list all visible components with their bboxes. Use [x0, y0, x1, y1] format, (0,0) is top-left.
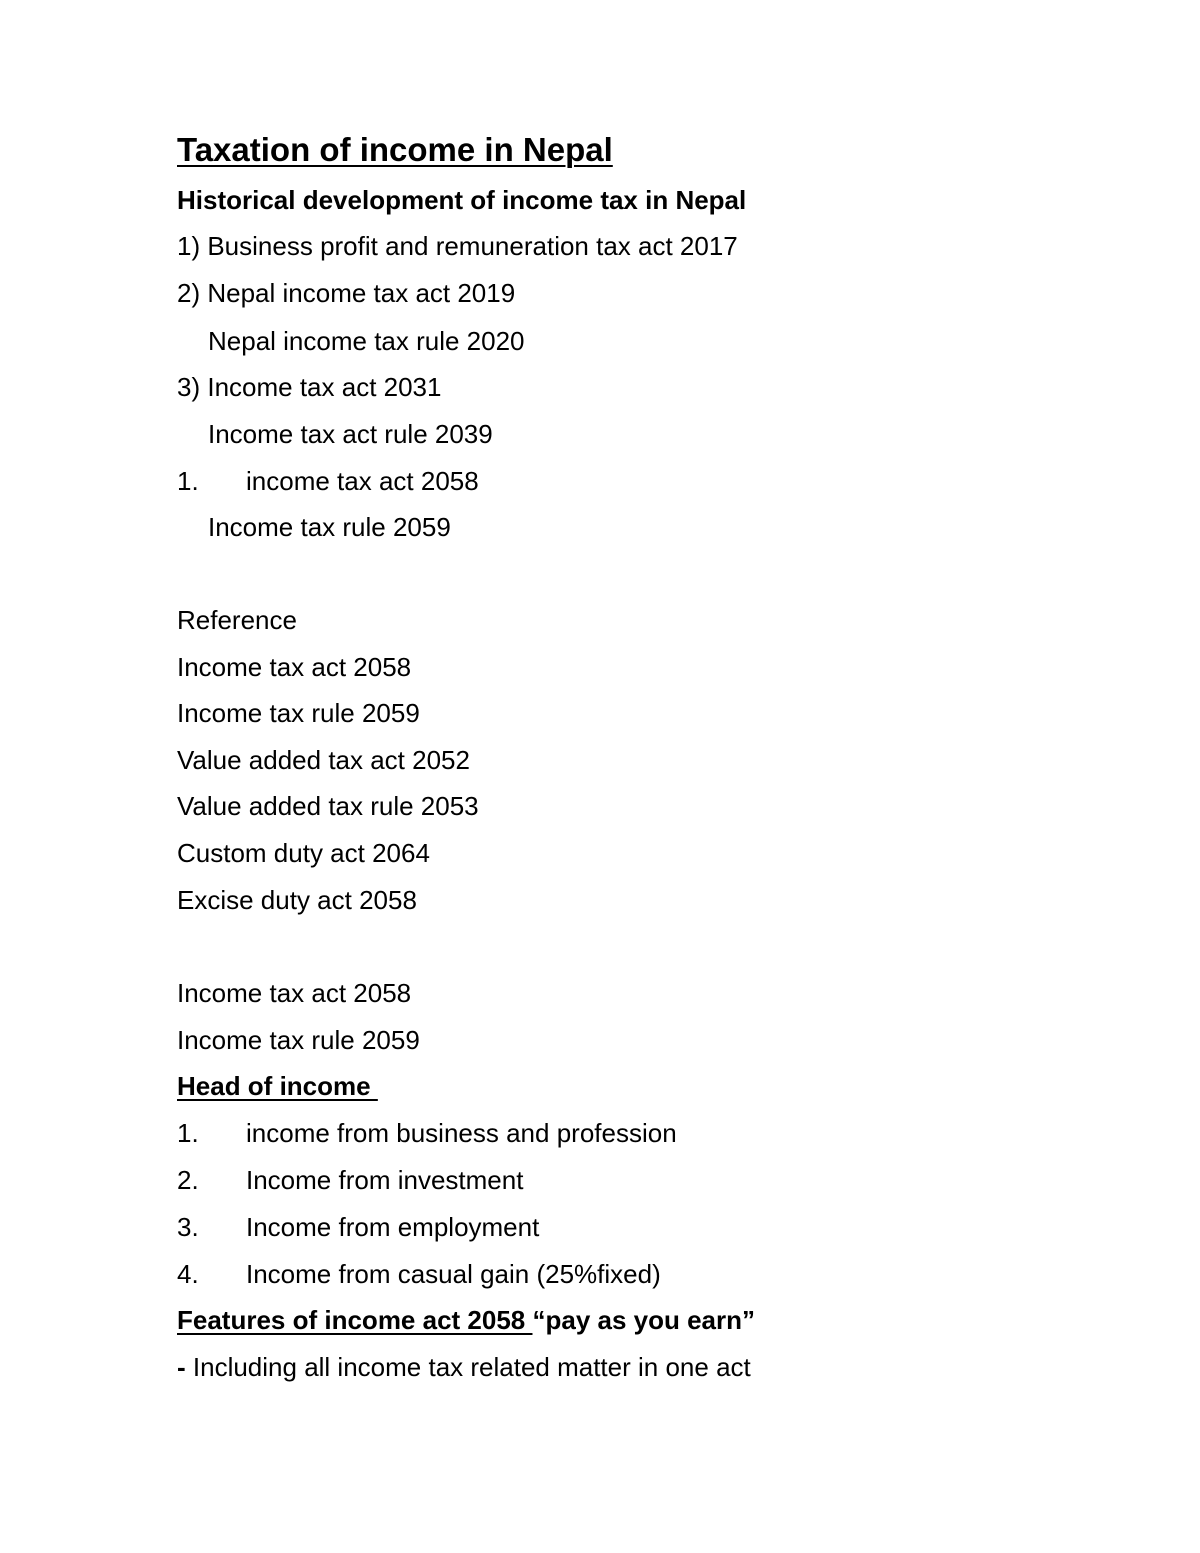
features-heading-quote: “pay as you earn”: [532, 1305, 756, 1335]
history-subitem: Income tax rule 2059: [208, 512, 451, 542]
head-of-income-heading: Head of income: [177, 1071, 378, 1101]
income-head-item: [177, 1164, 877, 1196]
reference-item: Income tax rule 2059: [177, 698, 420, 728]
reference-item: Custom duty act 2064: [177, 838, 430, 868]
history-item: 3) Income tax act 2031: [177, 372, 442, 402]
features-heading: [177, 1304, 755, 1336]
history-subitem: Income tax act rule 2039: [208, 419, 493, 449]
list-number: 2.: [177, 1165, 199, 1195]
reference-item: Income tax act 2058: [177, 652, 412, 682]
income-head-item: [177, 1258, 877, 1290]
history-numbered-item: [177, 465, 777, 497]
list-text: Income from casual gain (25%fixed): [246, 1259, 661, 1289]
income-head-item: [177, 1117, 877, 1149]
list-number: 4.: [177, 1259, 199, 1289]
features-point-text: Including all income tax related matter in one act: [192, 1352, 751, 1382]
list-text: Income from investment: [246, 1165, 524, 1195]
list-text: income tax act 2058: [246, 466, 479, 496]
list-number: 1.: [177, 466, 199, 496]
reference-item: Excise duty act 2058: [177, 885, 417, 915]
document-page: [177, 0, 1137, 1553]
history-item: 1) Business profit and remuneration tax act 2017: [177, 231, 738, 261]
rule-line: Income tax rule 2059: [177, 1025, 420, 1055]
act-line: Income tax act 2058: [177, 978, 412, 1008]
history-item: 2) Nepal income tax act 2019: [177, 278, 516, 308]
list-text: Income from employment: [246, 1212, 540, 1242]
list-text: income from business and profession: [246, 1118, 677, 1148]
features-point: [177, 1351, 751, 1383]
reference-heading: Reference: [177, 605, 297, 635]
bullet-dash: -: [177, 1352, 193, 1382]
history-subitem: Nepal income tax rule 2020: [208, 326, 525, 356]
list-number: 1.: [177, 1118, 199, 1148]
list-number: 3.: [177, 1212, 199, 1242]
income-head-item: [177, 1211, 877, 1243]
features-heading-underlined: Features of income act 2058: [177, 1305, 533, 1335]
history-heading: Historical development of income tax in Nepal: [177, 185, 747, 215]
document-title: Taxation of income in Nepal: [177, 131, 613, 168]
reference-item: Value added tax rule 2053: [177, 791, 479, 821]
reference-item: Value added tax act 2052: [177, 745, 470, 775]
